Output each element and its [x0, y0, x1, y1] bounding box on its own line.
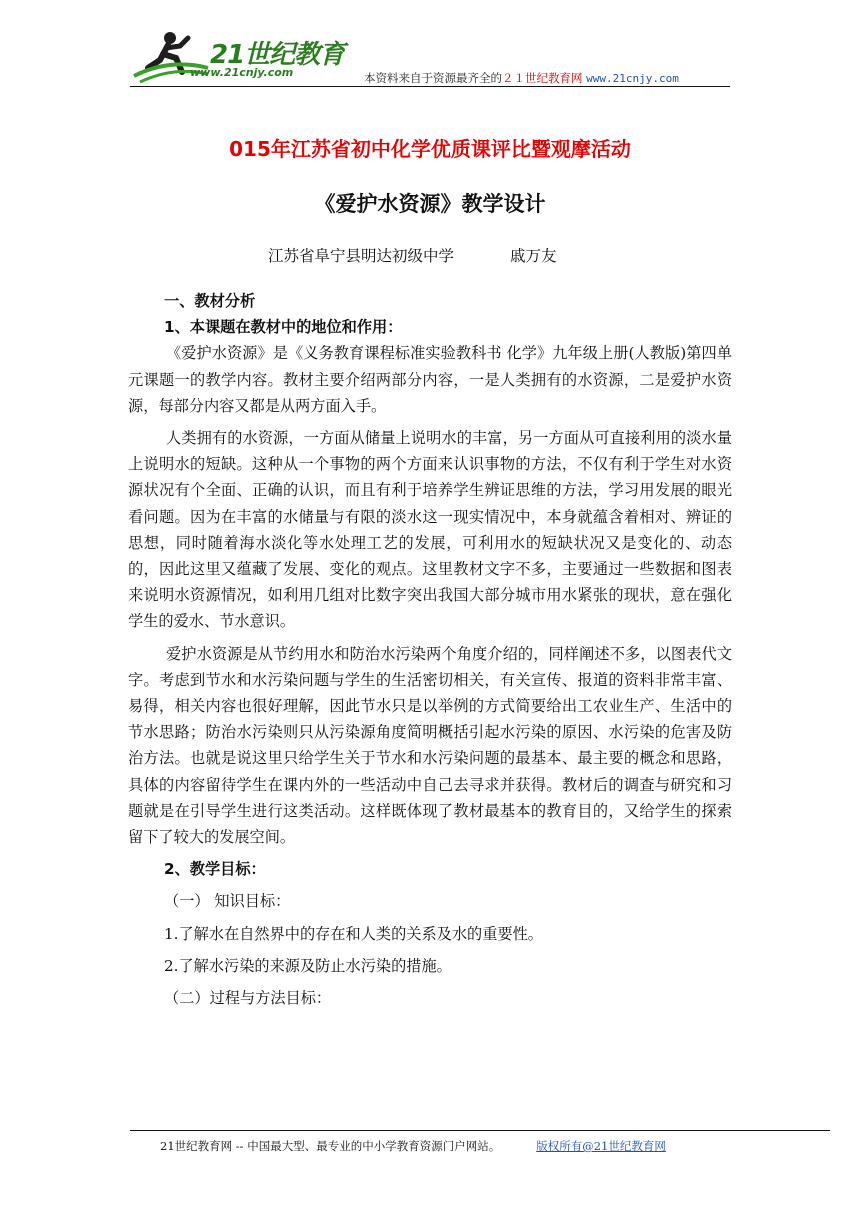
author-name: 戚万友	[510, 247, 557, 265]
subsection-heading: 1、本课题在教材中的地位和作用：	[164, 318, 403, 337]
document-body	[128, 288, 732, 1011]
goal-item-1: 1.了解水在自然界中的存在和人类的关系及水的重要性。	[164, 924, 543, 943]
footer-copyright-link[interactable]: 版权所有@21世纪教育网	[536, 1139, 666, 1153]
subsection-heading-goals: 2、教学目标：	[164, 860, 266, 879]
goal-heading-knowledge: （一） 知识目标：	[164, 892, 291, 911]
logo-url: www.21cnjy.com	[190, 66, 294, 79]
goal-item-2: 2.了解水污染的来源及防止水污染的措施。	[164, 956, 452, 975]
document-subtitle: 《爱护水资源》教学设计	[314, 192, 546, 216]
site-logo[interactable]	[130, 28, 350, 84]
logo-text: 21世纪教育	[210, 40, 345, 70]
page-footer	[160, 1138, 666, 1154]
header-divider	[130, 86, 730, 87]
document-title: 015年江苏省初中化学优质课评比暨观摩活动	[229, 137, 631, 161]
author-school: 江苏省阜宁县明达初级中学	[268, 247, 455, 265]
header-note-url[interactable]: www.21cnjy.com	[586, 72, 679, 85]
footer-text: 21世纪教育网 -- 中国最大型、最专业的中小学教育资源门户网站。	[160, 1139, 501, 1153]
header-note-brand: ２１世纪教育网	[502, 71, 583, 85]
header-note-prefix: 本资料来自于资源最齐全的	[364, 71, 502, 85]
paragraph-1: 《爱护水资源》是《义务教育课程标准实验教科书 化学》九年级上册(人教版)第四单元课题一的教学内容。教材主要介绍两部分内容，一是人类拥有的水资源，二是爱护水资源，每部分内容又都是从两方面入手。	[128, 344, 732, 415]
page-header	[130, 28, 730, 88]
paragraph-2: 人类拥有的水资源，一方面从储量上说明水的丰富，另一方面从可直接利用的淡水量上说明水的短缺。这种从一个事物的两个方面来认识事物的方法，不仅有利于学生对水资源状况有个全面、正确的认识，而且有利于培养学生辨证思维的方法，学习用发展的眼光看问题。因为在丰富的水储量与有限的淡水这一现实情况中，本身就蕴含着相对、辨证的思想，同时随着海水淡化等水处理工艺的发展，可利用水的短缺状况又是变化的、动态的，因此这里又蕴藏了发展、变化的观点。这里教材文字不多，主要通过一些数据和图表来说明水资源情况，如利用几组对比数字突出我国大部分城市用水紧张的现状，意在强化学生的爱水、节水意识。	[128, 429, 732, 631]
paragraph-3: 爱护水资源是从节约用水和防治水污染两个角度介绍的，同样阐述不多，以图表代文字。考虑到节水和水污染问题与学生的生活密切相关，有关宣传、报道的资料非常丰富、易得，相关内容也很好理解，因此节水只是以举例的方式简要给出工农业生产、生活中的节水思路；防治水污染则只从污染源角度简明概括引起水污染的原因、水污染的危害及防治方法。也就是说这里只给学生关于节水和水污染问题的最基本、最主要的概念和思路，具体的内容留待学生在课内外的一些活动中自己去寻求并获得。教材后的调查与研究和习题就是在引导学生进行这类活动。这样既体现了教材最基本的教育目的，又给学生的探索留下了较大的发展空间。	[128, 644, 732, 847]
footer-divider	[130, 1130, 830, 1131]
author-line	[268, 244, 557, 266]
header-note	[364, 70, 679, 86]
section-heading: 一、教材分析	[164, 292, 256, 310]
goal-heading-process: （二）过程与方法目标：	[164, 989, 332, 1008]
